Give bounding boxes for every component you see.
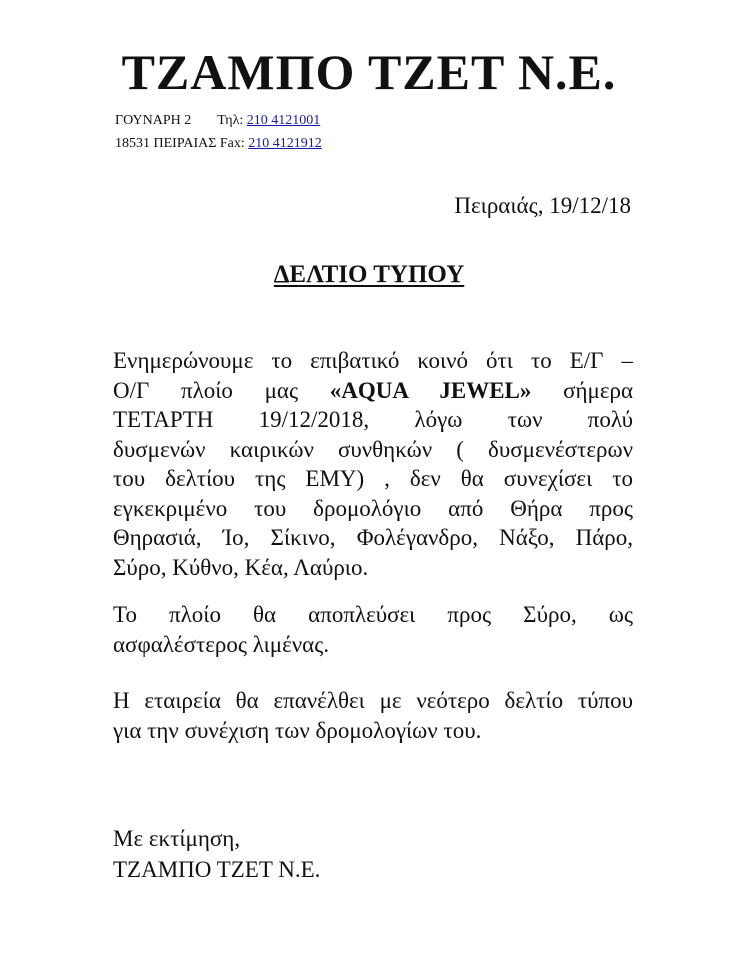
paragraph-text: Ο/Γ πλοίο μας (113, 377, 299, 403)
phone-label: Τηλ: (217, 113, 244, 128)
paragraph-line: ΤΕΤΑΡΤΗ 19/12/2018, λόγω των πολύ (113, 407, 633, 432)
paragraph-line: εγκεκριμένο του δρομολόγιο από Θήρα προς (113, 495, 633, 521)
document-title (0, 259, 738, 291)
body-paragraph-1 (113, 346, 633, 582)
address-street: ΓΟΥΝΑΡΗ 2 (115, 113, 192, 128)
paragraph-line: δυσμενών καιρικών συνθηκών ( δυσμενέστερων (113, 436, 633, 462)
paragraph-line: Το πλοίο θα αποπλεύσει προς Σύρο, ως (113, 602, 633, 627)
paragraph-line: για την συνέχιση των δρομολογίων του. (113, 717, 482, 743)
date-line: Πειραιάς, 19/12/18 (454, 193, 631, 218)
paragraph-line: Σύρο, Κύθνο, Κέα, Λαύριο. (113, 554, 369, 580)
paragraph-line: ασφαλέστερος λιμένας. (113, 631, 330, 657)
paragraph-line (113, 376, 633, 406)
ship-name: «AQUA JEWEL» (329, 377, 532, 403)
phone-link[interactable]: 210 4121001 (246, 113, 321, 128)
closing-salutation: Με εκτίμηση, (113, 826, 241, 851)
fax-label: Fax: (219, 136, 245, 151)
closing-signature: ΤΖΑΜΠΟ ΤΖΕΤ Ν.Ε. (113, 857, 321, 882)
document-title-text: ΔΕΛΤΙΟ ΤΥΠΟΥ (273, 261, 465, 288)
contact-row-address-phone (115, 112, 320, 130)
paragraph-line: Θηρασιά, Ίο, Σίκινο, Φολέγανδρο, Νάξο, Πάρο, (113, 525, 633, 550)
company-name-heading: ΤΖΑΜΠΟ ΤΖΕΤ Ν.Ε. (121, 44, 617, 100)
paragraph-line: Η εταιρεία θα επανέλθει με νεότερο δελτίο τύπου (113, 688, 633, 713)
contact-row-city-fax (115, 135, 322, 153)
address-city: 18531 ΠΕΙΡΑΙΑΣ (115, 136, 217, 151)
paragraph-text: σήμερα (563, 377, 634, 403)
body-paragraph-3 (113, 686, 633, 745)
fax-link[interactable]: 210 4121912 (248, 136, 322, 151)
paragraph-line: Ενημερώνουμε το επιβατικό κοινό ότι το Ε/Γ – (113, 348, 633, 373)
paragraph-line: του δελτίου της ΕΜΥ) , δεν θα συνεχίσει το (113, 466, 633, 491)
body-paragraph-2 (113, 600, 633, 659)
